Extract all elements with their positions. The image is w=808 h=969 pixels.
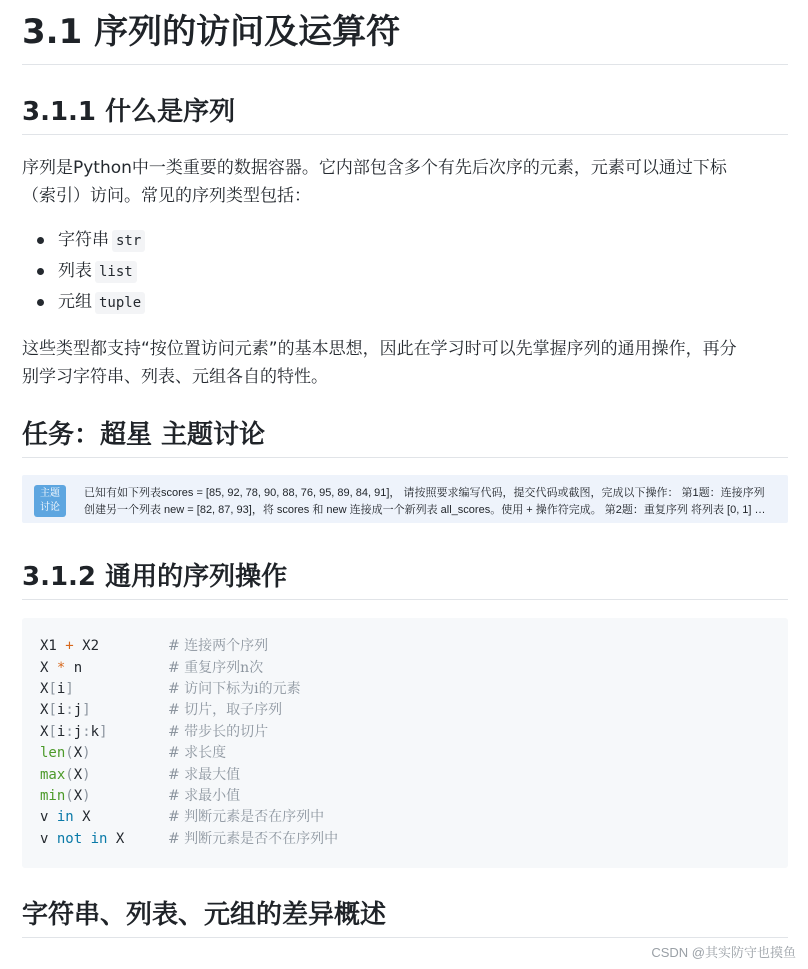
- title-divider: [22, 64, 788, 65]
- section-divider: [22, 134, 788, 135]
- code-line: X1 + X2 # 连接两个序列: [40, 638, 269, 654]
- section-heading-task: 任务：超星 主题讨论: [22, 420, 266, 450]
- section-heading-what-is-sequence: 3.1.1 什么是序列: [22, 97, 236, 127]
- code-line: max(X) # 求最大值: [40, 767, 241, 783]
- discussion-topic-text: 已知有如下列表scores = [85, 92, 78, 90, 88, 76, 95, 89, 84, 91]， 请按照要求编写代码，提交代码或截图，完成以下操作： 第1题：连接序列 创建另一个列表 new = [82, 87, 93]，将 scores 和 new 连接成一个新列表 all_scores。使用 + 操作符完成。 第2题：重复序列 将列表 [0, 1] …: [84, 487, 766, 516]
- section-heading-common-ops: 3.1.2 通用的序列操作: [22, 562, 288, 592]
- inline-code: str: [112, 230, 145, 252]
- bullet-icon: [37, 299, 44, 306]
- section-divider: [22, 599, 788, 600]
- section-divider: [22, 937, 788, 938]
- inline-code: tuple: [95, 292, 145, 314]
- sequence-type-list: [22, 226, 422, 319]
- discussion-topic-card[interactable]: [22, 475, 788, 523]
- code-block: [22, 618, 788, 868]
- bullet-icon: [37, 268, 44, 275]
- csdn-watermark: CSDN @其实防守也摸鱼: [651, 945, 796, 960]
- inline-code: list: [95, 261, 137, 283]
- page-title: 3.1 序列的访问及运算符: [22, 12, 401, 52]
- discussion-badge-icon: 主题 讨论: [34, 485, 66, 517]
- bullet-icon: [37, 237, 44, 244]
- intro-paragraph: 序列是Python中一类重要的数据容器。它内部包含多个有先后次序的元素，元素可以通过下标 （索引）访问。常见的序列类型包括：: [22, 158, 727, 206]
- code-line: v not in X # 判断元素是否不在序列中: [40, 831, 339, 847]
- code-line: X * n # 重复序列n次: [40, 660, 264, 676]
- list-item: 列表 list: [22, 257, 422, 288]
- section-divider: [22, 457, 788, 458]
- code-line: X[i] # 访问下标为i的元素: [40, 681, 301, 697]
- code-line: X[i:j:k] # 带步长的切片: [40, 724, 269, 740]
- code-line: X[i:j] # 切片，取子序列: [40, 702, 283, 718]
- code-line: v in X # 判断元素是否在序列中: [40, 809, 325, 825]
- list-item: 字符串 str: [22, 226, 422, 257]
- list-item: 元组 tuple: [22, 288, 422, 319]
- summary-paragraph: 这些类型都支持“按位置访问元素”的基本思想，因此在学习时可以先掌握序列的通用操作，再分 别学习字符串、列表、元组各自的特性。: [22, 339, 737, 387]
- code-line: len(X) # 求长度: [40, 745, 227, 761]
- code-line: min(X) # 求最小值: [40, 788, 241, 804]
- section-heading-differences: 字符串、列表、元组的差异概述: [22, 900, 387, 930]
